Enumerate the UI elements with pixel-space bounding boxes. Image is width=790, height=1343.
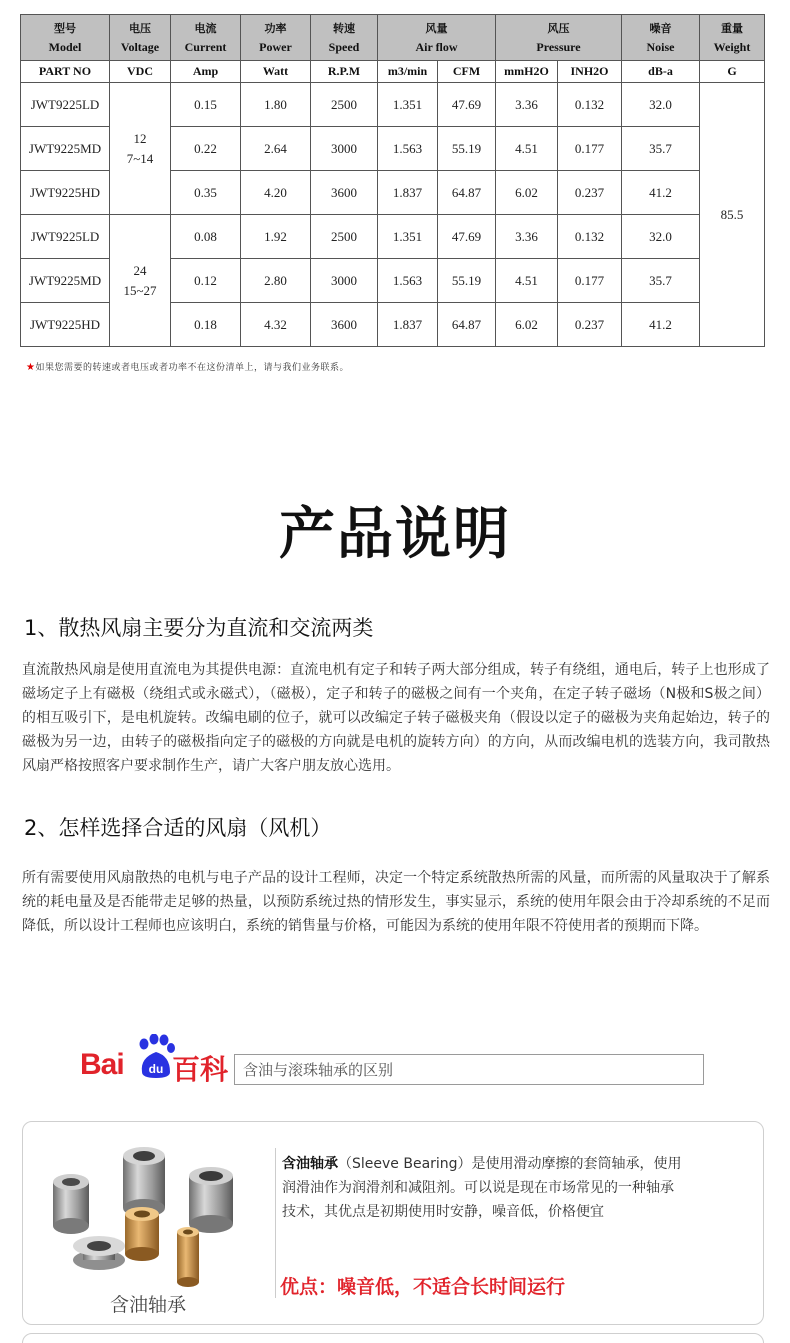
cell-amp: 0.12 [171, 259, 241, 303]
star-icon: ★ [26, 362, 36, 373]
spec-table [20, 14, 765, 347]
cell-voltage-group-24v: 24 15~27 [110, 215, 171, 347]
cell-m3min: 1.351 [378, 83, 438, 127]
cell-amp: 0.22 [171, 127, 241, 171]
cell-amp: 0.15 [171, 83, 241, 127]
cell-mmh2o: 3.36 [496, 83, 558, 127]
cell-noise: 41.2 [622, 303, 700, 347]
cell-inh2o: 0.177 [558, 127, 622, 171]
logo-text-bai: Bai [80, 1048, 124, 1081]
baidu-search-bar [80, 1034, 706, 1088]
cell-rpm: 3000 [311, 259, 378, 303]
unit-m3min: m3/min [378, 61, 438, 83]
cell-mmh2o: 4.51 [496, 127, 558, 171]
unit-cfm: CFM [438, 61, 496, 83]
cell-watt: 4.32 [241, 303, 311, 347]
cell-inh2o: 0.237 [558, 171, 622, 215]
unit-g: G [700, 61, 765, 83]
card-divider [275, 1148, 276, 1298]
header-power: 功率 Power [241, 15, 311, 61]
cell-part-no: JWT9225LD [21, 83, 110, 127]
card-term: 含油轴承 [282, 1156, 338, 1172]
cell-watt: 2.80 [241, 259, 311, 303]
cell-rpm: 2500 [311, 83, 378, 127]
unit-part-no: PART NO [21, 61, 110, 83]
header-model: 型号 Model [21, 15, 110, 61]
baidu-baike-logo[interactable] [80, 1046, 228, 1086]
cell-m3min: 1.563 [378, 259, 438, 303]
cell-inh2o: 0.177 [558, 259, 622, 303]
cell-cfm: 55.19 [438, 127, 496, 171]
spec-table-container [20, 14, 764, 347]
logo-text-baike: 百科 [172, 1053, 229, 1086]
table-units-row [21, 61, 765, 83]
card-description [282, 1152, 682, 1224]
cell-voltage-group-12v: 12 7~14 [110, 83, 171, 215]
cell-m3min: 1.563 [378, 127, 438, 171]
cell-cfm: 47.69 [438, 83, 496, 127]
svg-text:du: du [148, 1062, 164, 1076]
search-input[interactable]: 含油与滚珠轴承的区别 [234, 1054, 704, 1085]
cell-inh2o: 0.132 [558, 83, 622, 127]
header-speed: 转速 Speed [311, 15, 378, 61]
cell-weight: 85.5 [700, 83, 765, 347]
card-description-text: （Sleeve Bearing）是使用滑动摩擦的套筒轴承，使用润滑油作为润滑剂和减阻剂。可以说是现在市场常见的一种轴承技术，其优点是初期使用时安静，噪音低，价格便宜 [282, 1156, 682, 1220]
unit-amp: Amp [171, 61, 241, 83]
cell-watt: 1.80 [241, 83, 311, 127]
card-image-caption: 含油轴承 [109, 1294, 186, 1316]
cell-watt: 2.64 [241, 127, 311, 171]
header-weight: 重量 Weight [700, 15, 765, 61]
cell-noise: 32.0 [622, 215, 700, 259]
cell-amp: 0.35 [171, 171, 241, 215]
section-body-1: 直流散热风扇是使用直流电为其提供电源：直流电机有定子和转子两大部分组成，转子有绕组，通电后，转子上也形成了磁场定子上有磁极（绕组式或永磁式），（磁极），定子和转子的磁极之间有一个夹角，在定子转子磁场（N极和S极之间）的相互吸引下，是电机旋转。改编电刷的位子，就可以改编定子转子磁极夹角（假设以定子的磁极为夹角起始边，转子的磁极为另一边，由转子的磁极指向定子的磁极的方向就是电机的旋转方向）的方向，从而改编电机的选装方向，我司散热风扇严格按照客户要求制作生产，请广大客户朋友放心选用。 [22, 662, 770, 774]
header-airflow: 风量 Air flow [378, 15, 496, 61]
cell-watt: 1.92 [241, 215, 311, 259]
cell-part-no: JWT9225LD [21, 215, 110, 259]
cell-amp: 0.18 [171, 303, 241, 347]
cell-cfm: 64.87 [438, 303, 496, 347]
sleeve-bearing-image [29, 1128, 265, 1296]
header-noise: 噪音 Noise [622, 15, 700, 61]
cell-rpm: 2500 [311, 215, 378, 259]
cell-cfm: 55.19 [438, 259, 496, 303]
cell-mmh2o: 3.36 [496, 215, 558, 259]
cell-m3min: 1.351 [378, 215, 438, 259]
cell-rpm: 3600 [311, 171, 378, 215]
sleeve-bearing-card [22, 1121, 764, 1325]
table-row [21, 215, 765, 259]
header-voltage: 电压 Voltage [110, 15, 171, 61]
unit-watt: Watt [241, 61, 311, 83]
unit-vdc: VDC [110, 61, 171, 83]
cell-m3min: 1.837 [378, 171, 438, 215]
cell-inh2o: 0.132 [558, 215, 622, 259]
cell-mmh2o: 4.51 [496, 259, 558, 303]
cell-part-no: JWT9225HD [21, 303, 110, 347]
card-advantage: 优点：噪音低，不适合长时间运行 [280, 1276, 566, 1298]
unit-dba: dB-a [622, 61, 700, 83]
footnote-text: 如果您需要的转速或者电压或者功率不在这份清单上，请与我们业务联系。 [35, 363, 349, 373]
cell-noise: 35.7 [622, 259, 700, 303]
cell-cfm: 47.69 [438, 215, 496, 259]
cell-part-no: JWT9225MD [21, 127, 110, 171]
cell-watt: 4.20 [241, 171, 311, 215]
header-pressure: 风压 Pressure [496, 15, 622, 61]
baidu-paw-icon [136, 1034, 176, 1080]
unit-rpm: R.P.M [311, 61, 378, 83]
section-heading-1: 1、散热风扇主要分为直流和交流两类 [24, 616, 374, 640]
cell-mmh2o: 6.02 [496, 171, 558, 215]
cell-part-no: JWT9225MD [21, 259, 110, 303]
next-card-partial [22, 1333, 764, 1343]
cell-noise: 35.7 [622, 127, 700, 171]
cell-mmh2o: 6.02 [496, 303, 558, 347]
cell-cfm: 64.87 [438, 171, 496, 215]
section-heading-2: 2、怎样选择合适的风扇（风机） [24, 816, 332, 840]
cell-part-no: JWT9225HD [21, 171, 110, 215]
unit-mmh2o: mmH2O [496, 61, 558, 83]
unit-inh2o: INH2O [558, 61, 622, 83]
table-row [21, 83, 765, 127]
cell-m3min: 1.837 [378, 303, 438, 347]
section-body-2: 所有需要使用风扇散热的电机与电子产品的设计工程师，决定一个特定系统散热所需的风量，而所需的风量取决于了解系统的耗电量及是否能带走足够的热量，以预防系统过热的情形发生，事实显示，系统的使用年限会由于冷却系统的不足而降低，所以设计工程师也应该明白，系统的销售量与价格，可能因为系统的使用年限不符使用者的预期而下降。 [22, 870, 770, 934]
cell-noise: 32.0 [622, 83, 700, 127]
cell-inh2o: 0.237 [558, 303, 622, 347]
header-current: 电流 Current [171, 15, 241, 61]
cell-rpm: 3600 [311, 303, 378, 347]
cell-rpm: 3000 [311, 127, 378, 171]
table-footnote [26, 360, 349, 373]
cell-noise: 41.2 [622, 171, 700, 215]
cell-amp: 0.08 [171, 215, 241, 259]
table-header-row [21, 15, 765, 61]
page-title: 产品说明 [279, 502, 511, 567]
